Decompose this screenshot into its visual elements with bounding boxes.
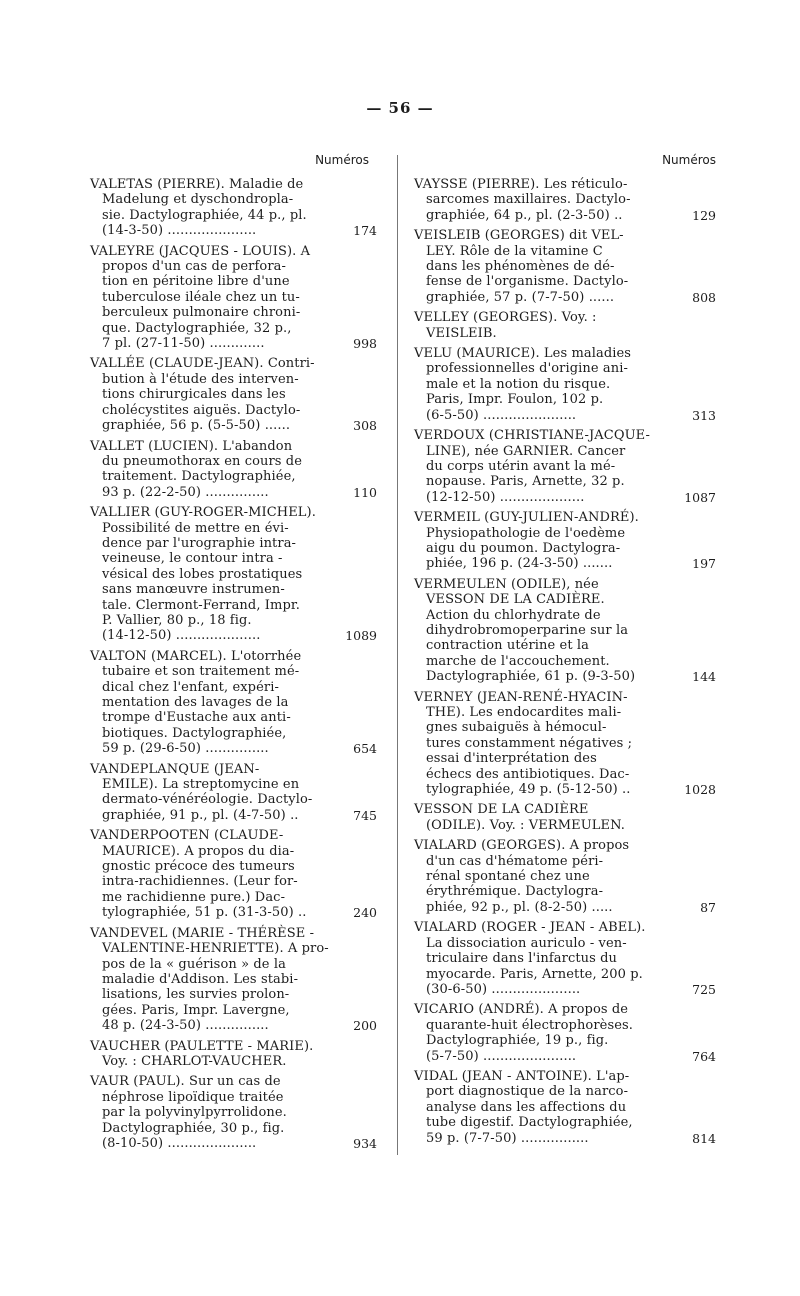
entry-text-line: lisations, les survies prolon- [102, 987, 290, 1003]
entry-text-line: tion en péritoine libre d'une [102, 274, 290, 290]
entry-text-line: graphiée, 56 p. (5-5-50) ...... [102, 418, 291, 434]
entry-number: 808 [692, 289, 716, 305]
entry-text-line: dermato-vénéréologie. Dactylo- [102, 792, 313, 808]
entry-heading-line: VESSON DE LA CADIÈRE [414, 802, 589, 818]
index-entry [90, 1074, 377, 1151]
left-column [90, 150, 377, 1156]
entry-number: 934 [353, 1135, 377, 1151]
entry-text-line: P. Vallier, 80 p., 18 fig. [102, 612, 252, 628]
entry-text-line: dihydrobromoperparine sur la [426, 622, 629, 638]
entry-text-line: fense de l'organisme. Dactylo- [426, 274, 629, 290]
index-entry [414, 346, 716, 423]
right-column-header: Numéros [662, 153, 716, 167]
entry-text-line: cholécystites aiguës. Dactylo- [102, 402, 301, 418]
entry-text-line: maladie d'Addison. Les stabi- [102, 971, 299, 987]
entry-text-line: du corps utérin avant la mé- [426, 458, 616, 474]
entry-text-line: tubaire et son traitement mé- [102, 664, 300, 680]
entry-text-line: (8-10-50) ..................... [102, 1135, 257, 1151]
entry-text-line: tale. Clermont-Ferrand, Impr. [102, 597, 300, 613]
entry-number: 197 [692, 556, 716, 572]
entry-heading-line: VANDERPOOTEN (CLAUDE- [90, 828, 284, 844]
entry-text-line: dans les phénomènes de dé- [426, 259, 615, 275]
entry-text-line: male et la notion du risque. [426, 376, 611, 392]
entry-text-line: gnes subaiguës à hémocul- [426, 720, 607, 736]
entry-text-line: phiée, 92 p., pl. (8-2-50) ..... [426, 899, 613, 915]
entry-text-line: graphiée, 64 p., pl. (2-3-50) .. [426, 207, 623, 223]
entry-text-line: Dactylographiée, 61 p. (9-3-50) [426, 669, 636, 685]
entry-text-line: MAURICE). A propos du dia- [102, 843, 295, 859]
index-entry [90, 356, 377, 433]
index-entry [90, 649, 377, 757]
entry-text-line: 48 p. (24-3-50) ............... [102, 1018, 269, 1034]
entry-text-line: Paris, Impr. Foulon, 102 p. [426, 392, 604, 408]
entry-text-line: sans manœuvre instrumen- [102, 582, 285, 598]
entry-heading-line: VIALARD (ROGER - JEAN - ABEL). [414, 920, 646, 936]
entry-text-line: tions chirurgicales dans les [102, 387, 286, 403]
entry-text-line: mentation des lavages de la [102, 695, 289, 710]
entry-number: 240 [353, 905, 377, 921]
entry-number: 654 [353, 741, 377, 757]
entry-text-line: rénal spontané chez une [426, 869, 590, 885]
entry-number: 174 [353, 223, 377, 239]
entry-text-line: THE). Les endocardites mali- [426, 705, 622, 720]
entry-number: 745 [353, 807, 377, 823]
entry-text-line: berculeux pulmonaire chroni- [102, 305, 301, 321]
index-entry [414, 228, 716, 305]
entry-text-line: (14-12-50) .................... [102, 628, 261, 644]
entry-heading-line: VERMEULEN (ODILE), née [414, 576, 599, 592]
entry-text-line: nopause. Paris, Arnette, 32 p. [426, 474, 625, 490]
entry-text-line: veineuse, le contour intra - [102, 551, 283, 567]
entry-number: 129 [692, 207, 716, 223]
entry-text-line: que. Dactylographiée, 32 p., [102, 320, 292, 336]
entry-text-line: Action du chlorhydrate de [426, 607, 601, 623]
entry-text-line: biotiques. Dactylographiée, [102, 725, 287, 741]
entry-text-line: 7 pl. (27-11-50) ............. [102, 336, 265, 352]
entry-heading-line: VALLET (LUCIEN). L'abandon [90, 438, 293, 454]
entry-text-line: trompe d'Eustache aux anti- [102, 710, 291, 726]
entry-heading-line: VICARIO (ANDRÉ). A propos de [414, 1002, 629, 1018]
entry-text-line: tylographiée, 49 p. (5-12-50) .. [426, 782, 631, 798]
entry-text-line: VESSON DE LA CADIÈRE. [426, 592, 605, 608]
entry-heading-line: VAYSSE (PIERRE). Les réticulo- [414, 177, 628, 192]
entry-text-line: VALENTINE-HENRIETTE). A pro- [102, 941, 329, 957]
entry-text-line: essai d'interprétation des [426, 751, 597, 767]
entry-text-line: pos de la « guérison » de la [102, 956, 286, 972]
entry-number: 200 [353, 1018, 377, 1034]
entry-heading-line: VALLÉE (CLAUDE-JEAN). Contri- [90, 356, 315, 372]
index-entry [414, 838, 716, 915]
entry-text-line: tylographiée, 51 p. (31-3-50) .. [102, 905, 307, 921]
entry-text-line: 93 p. (22-2-50) ............... [102, 484, 269, 500]
entry-text-line: (12-12-50) .................... [426, 489, 585, 505]
entry-text-line: professionnelles d'origine ani- [426, 361, 628, 377]
entry-heading-line: VALLIER (GUY-ROGER-MICHEL). [90, 505, 316, 521]
entry-text-line: (5-7-50) ...................... [426, 1048, 577, 1064]
right-column [414, 150, 716, 1151]
entry-text-line: myocarde. Paris, Arnette, 200 p. [426, 966, 643, 982]
entry-heading-line: VIALARD (GEORGES). A propos [414, 838, 630, 854]
entry-text-line: 59 p. (7-7-50) ................ [426, 1130, 589, 1146]
entry-text-line: sie. Dactylographiée, 44 p., pl. [102, 207, 307, 223]
index-entry [414, 577, 716, 685]
entry-text-line: tube digestif. Dactylographiée, [426, 1115, 633, 1131]
entry-text-line: Possibilité de mettre en évi- [102, 520, 289, 536]
entry-heading-line: VALTON (MARCEL). L'otorrhée [90, 648, 302, 664]
entry-text-line: échecs des antibiotiques. Dac- [426, 766, 630, 782]
entry-heading-line: VELLEY (GEORGES). Voy. : [414, 310, 597, 326]
entry-text-line: Physiopathologie de l'oedème [426, 525, 626, 541]
page-number: — 56 — [366, 99, 434, 117]
index-entry [414, 428, 716, 505]
entry-heading-line: VEISLEIB (GEORGES) dit VEL- [414, 228, 624, 244]
entry-text-line: me rachidienne pure.) Dac- [102, 889, 286, 905]
entry-text-line: marche de l'accouchement. [426, 653, 610, 669]
entry-text-line: graphiée, 57 p. (7-7-50) ...... [426, 289, 615, 305]
entry-number: 725 [692, 981, 716, 997]
entry-text-line: triculaire dans l'infarctus du [426, 951, 618, 967]
index-entry [414, 1002, 716, 1064]
entry-text-line: gées. Paris, Impr. Lavergne, [102, 1002, 290, 1018]
entry-text-line: Madelung et dyschondropla- [102, 192, 294, 208]
entry-text-line: tuberculose iléale chez un tu- [102, 289, 300, 305]
index-entry [90, 177, 377, 239]
index-entry [90, 505, 377, 644]
entry-heading-line: VAUR (PAUL). Sur un cas de [90, 1074, 281, 1090]
entry-number: 814 [692, 1130, 716, 1146]
entry-text-line: LEY. Rôle de la vitamine C [426, 243, 603, 259]
index-entry [90, 1039, 377, 1070]
index-entry [414, 510, 716, 572]
index-entry [414, 177, 716, 223]
index-entry [414, 310, 716, 341]
entry-text-line: vésical des lobes prostatiques [102, 566, 303, 582]
entry-text-line: gnostic précoce des tumeurs [102, 859, 295, 875]
entry-text-line: intra-rachidiennes. (Leur for- [102, 874, 298, 890]
entry-text-line: 59 p. (29-6-50) ............... [102, 741, 269, 757]
entry-heading-line: VANDEVEL (MARIE - THÉRÈSE - [90, 925, 315, 941]
entry-text-line: VEISLEIB. [426, 325, 497, 341]
entry-number: 1028 [684, 782, 716, 798]
entry-text-line: tures constamment négatives ; [426, 735, 633, 751]
entry-text-line: bution à l'étude des interven- [102, 371, 299, 387]
entry-heading-line: VALEYRE (JACQUES - LOUIS). A [90, 243, 311, 259]
entry-text-line: néphrose lipoïdique traitée [102, 1089, 284, 1105]
entry-text-line: propos d'un cas de perfora- [102, 259, 286, 275]
entry-text-line: phiée, 196 p. (24-3-50) ....... [426, 556, 613, 572]
entry-text-line: (ODILE). Voy. : VERMEULEN. [426, 817, 625, 833]
entry-heading-line: VAUCHER (PAULETTE - MARIE). [90, 1038, 314, 1054]
entry-text-line: analyse dans les affections du [426, 1099, 627, 1115]
entry-number: 110 [353, 484, 377, 500]
entry-heading-line: VALETAS (PIERRE). Maladie de [90, 177, 304, 192]
entry-heading-line: VANDEPLANQUE (JEAN- [90, 761, 260, 777]
entry-text-line: EMILE). La streptomycine en [102, 777, 300, 793]
index-entry [414, 920, 716, 997]
entry-text-line: (30-6-50) ..................... [426, 981, 581, 997]
index-entry [414, 1069, 716, 1146]
entry-number: 1089 [345, 628, 377, 644]
entry-text-line: port diagnostique de la narco- [426, 1084, 629, 1100]
entry-text-line: érythrémique. Dactylogra- [426, 884, 604, 900]
entry-text-line: sarcomes maxillaires. Dactylo- [426, 192, 631, 208]
entry-text-line: dical chez l'enfant, expéri- [102, 679, 279, 695]
column-divider [397, 155, 398, 1155]
entry-number: 1087 [684, 489, 716, 505]
index-entry [414, 690, 716, 798]
entry-text-line: La dissociation auriculo - ven- [426, 935, 627, 951]
entry-text-line: (6-5-50) ...................... [426, 407, 577, 423]
entry-number: 144 [692, 669, 716, 685]
index-entry [90, 828, 377, 920]
entry-number: 313 [692, 407, 716, 423]
entry-text-line: aigu du poumon. Dactylogra- [426, 540, 621, 556]
index-entry [90, 762, 377, 824]
index-entry [90, 926, 377, 1034]
left-column-header: Numéros [315, 153, 369, 167]
index-entry [90, 244, 377, 352]
entry-number: 998 [353, 336, 377, 352]
entry-text-line: par la polyvinylpyrrolidone. [102, 1105, 287, 1121]
entry-text-line: traitement. Dactylographiée, [102, 469, 296, 485]
index-entry [90, 439, 377, 501]
entry-number: 308 [353, 418, 377, 434]
entry-text-line: LINE), née GARNIER. Cancer [426, 443, 626, 459]
entry-text-line: du pneumothorax en cours de [102, 453, 303, 469]
entry-text-line: d'un cas d'hématome péri- [426, 853, 604, 869]
entry-heading-line: VERDOUX (CHRISTIANE-JACQUE- [414, 428, 650, 444]
entry-number: 87 [700, 899, 716, 915]
entry-text-line: Dactylographiée, 19 p., fig. [426, 1033, 609, 1049]
entry-number: 764 [692, 1048, 716, 1064]
entry-text-line: contraction utérine et la [426, 638, 589, 654]
entry-text-line: Voy. : CHARLOT-VAUCHER. [102, 1053, 287, 1069]
entry-heading-line: VERNEY (JEAN-RENÉ-HYACIN- [414, 689, 628, 705]
entry-text-line: graphiée, 91 p., pl. (4-7-50) .. [102, 807, 299, 823]
entry-text-line: (14-3-50) ..................... [102, 223, 257, 239]
entry-heading-line: VELU (MAURICE). Les maladies [414, 346, 632, 362]
entry-text-line: quarante-huit électrophorèses. [426, 1017, 634, 1033]
entry-heading-line: VIDAL (JEAN - ANTOINE). L'ap- [414, 1068, 630, 1084]
entry-text-line: Dactylographiée, 30 p., fig. [102, 1120, 285, 1136]
index-entry [414, 802, 716, 833]
entry-heading-line: VERMEIL (GUY-JULIEN-ANDRÉ). [414, 510, 639, 526]
entry-text-line: dence par l'urographie intra- [102, 535, 297, 551]
